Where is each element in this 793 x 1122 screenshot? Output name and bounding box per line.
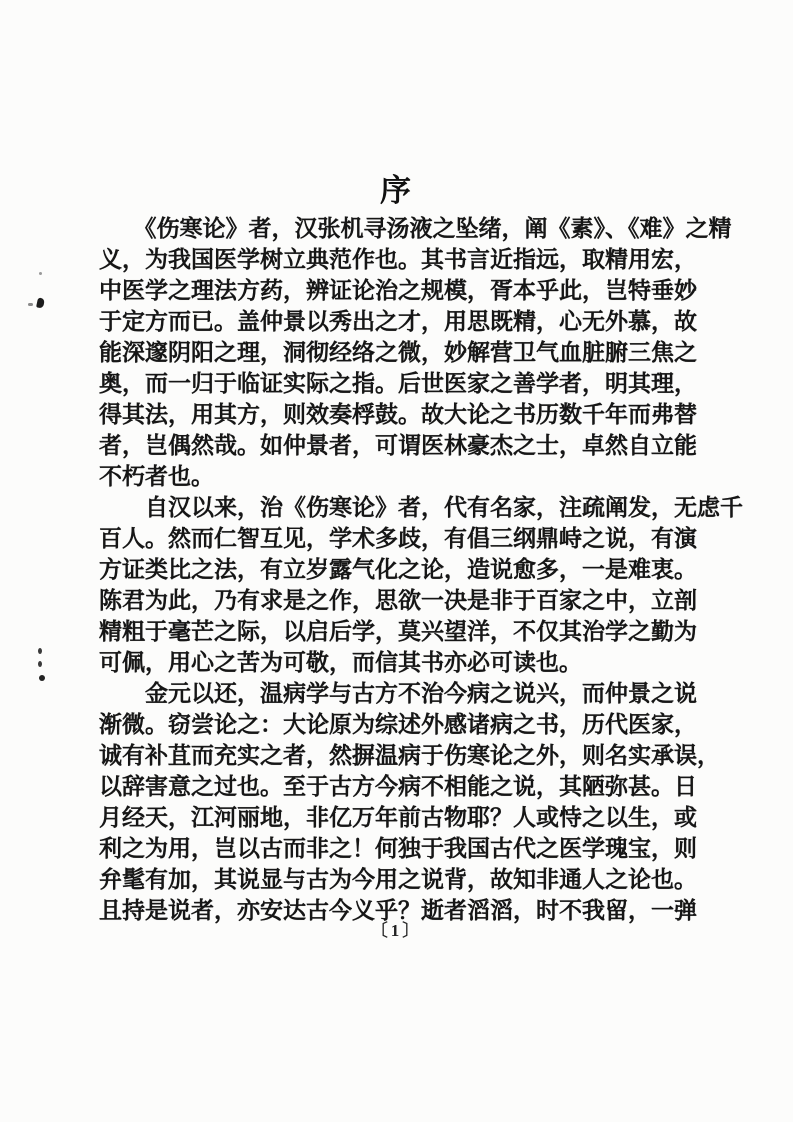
ink-speck bbox=[39, 272, 42, 275]
ink-speck bbox=[38, 648, 42, 654]
page-content bbox=[99, 213, 743, 926]
page-title: 序 bbox=[380, 173, 413, 208]
text-line: 弁髦有加，其说显与古为今用之说背，故知非通人之论也。 bbox=[99, 867, 697, 892]
ink-speck bbox=[38, 661, 42, 667]
text-line: 方证类比之法，有立岁露气化之论，造说愈多，一是难衷。 bbox=[99, 557, 697, 582]
text-line: 金元以还，温病学与古方不治今病之说兴，而仲景之说 bbox=[99, 681, 697, 706]
text-line: 自汉以来，治《伤寒论》者，代有名家，注疏阐发，无虑千 bbox=[99, 495, 743, 520]
text-line: 者，岂偶然哉。如仲景者，可谓医林豪杰之士，卓然自立能 bbox=[99, 433, 697, 458]
text-line: 中医学之理法方药，辨证论治之规模，胥本乎此，岂特垂妙 bbox=[99, 278, 697, 303]
text-line: 月经天，江河丽地，非亿万年前古物耶？人或恃之以生，或 bbox=[99, 805, 697, 830]
text-line: 可佩，用心之苦为可敬，而信其书亦必可读也。 bbox=[99, 650, 582, 675]
text-line: 且持是说者，亦安达古今义乎？逝者滔滔，时不我留，一弹 bbox=[99, 898, 697, 923]
text-line: 以辞害意之过也。至于古方今病不相能之说，其陋弥甚。日 bbox=[99, 774, 697, 799]
text-line: 利之为用，岂以古而非之！何独于我国古代之医学瑰宝，则 bbox=[99, 836, 697, 861]
ink-speck bbox=[28, 303, 33, 306]
text-line: 精粗于毫芒之际，以启后学，莫兴望洋，不仅其治学之勤为 bbox=[99, 619, 697, 644]
text-line: 《伤寒论》者，汉张机寻汤液之坠绪，阐《素》、《难》之精 bbox=[99, 216, 732, 241]
ink-speck bbox=[36, 297, 45, 308]
text-line: 能深邃阴阳之理，洞彻经络之微，妙解营卫气血脏腑三焦之 bbox=[99, 340, 697, 365]
text-line: 渐微。窃尝论之：大论原为综述外感诸病之书，历代医家， bbox=[99, 712, 697, 737]
text-line: 诚有补苴而充实之者，然摒温病于伤寒论之外，则名实承误， bbox=[99, 743, 720, 768]
text-line: 于定方而已。盖仲景以秀出之才，用思既精，心无外慕，故 bbox=[99, 309, 697, 334]
text-line: 得其法，用其方，则效奏桴鼓。故大论之书历数千年而弗替 bbox=[99, 402, 697, 427]
text-line: 义，为我国医学树立典范作也。其书言近指远，取精用宏， bbox=[99, 247, 697, 272]
text-line: 陈君为此，乃有求是之作，思欲一决是非于百家之中，立剖 bbox=[99, 588, 697, 613]
text-line: 百人。然而仁智互见，学术多歧，有倡三纲鼎峙之说，有演 bbox=[99, 526, 697, 551]
text-line: 奥，而一归于临证实际之指。后世医家之善学者，明其理， bbox=[99, 371, 697, 396]
ink-speck bbox=[39, 675, 45, 681]
text-line: 不朽者也。 bbox=[99, 464, 214, 489]
page-number: 〔1〕 bbox=[370, 921, 423, 940]
